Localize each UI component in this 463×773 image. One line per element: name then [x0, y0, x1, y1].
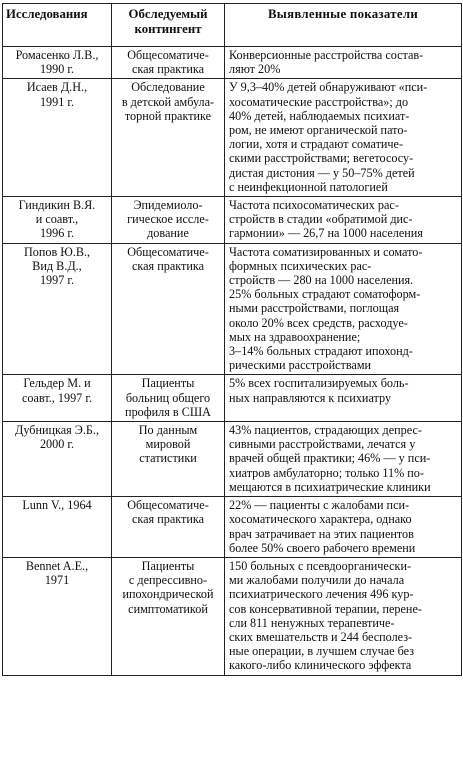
text-line: Гиндикин В.Я.: [18, 198, 96, 213]
text-line: хиатров амбулаторно; только 11% по-: [229, 465, 424, 480]
text-line: 25% больных страдают соматоформ-: [229, 287, 421, 302]
study-cell: [3, 375, 112, 422]
table-row: [3, 79, 462, 197]
text-line: 43% пациентов, страдающих депрес-: [229, 423, 422, 438]
table-row: [3, 375, 462, 422]
research-table: [2, 3, 462, 676]
text-line: Ромасенко Л.В.,: [15, 48, 99, 62]
text-line: более 50% своего рабочего времени: [229, 540, 416, 555]
text-line: стройств — 280 на 1000 населения.: [229, 273, 414, 288]
text-line: ные операции, в лучшем случае без: [229, 644, 415, 659]
header-studies: Исследования: [3, 4, 112, 47]
text-line: 3–14% больных страдают ипохонд-: [229, 344, 413, 359]
table-body: [3, 47, 462, 676]
text-line: 2000 г.: [39, 437, 75, 452]
text-line: с неинфекционной патологией: [229, 179, 388, 194]
text-line: Общесоматиче-: [127, 48, 209, 62]
text-line: профиля в США: [125, 404, 211, 419]
text-line: 1997 г.: [39, 273, 75, 288]
study-cell: [3, 557, 112, 675]
text-line: 40% детей, наблюдаемых психиат-: [229, 108, 410, 123]
findings-cell: [225, 497, 462, 558]
text-line: ских вмешательств и 244 бесполез-: [229, 629, 413, 644]
text-line: торной практике: [124, 108, 212, 123]
text-line: стройств в стадии «обратимой дис-: [229, 212, 413, 227]
text-line: психиатрического лечения 496 кур-: [229, 587, 414, 602]
text-line: 1996 г.: [39, 226, 75, 241]
text-line: Частота соматизированных и сомато-: [229, 244, 423, 259]
cohort-cell: [112, 497, 225, 558]
study-cell: [3, 197, 112, 244]
text-line: мещаются в психиатрические клиники: [229, 479, 431, 494]
text-line: Bennet A.E.,: [25, 558, 89, 573]
study-cell: [3, 243, 112, 375]
findings-cell: [225, 557, 462, 675]
findings-cell: [225, 422, 462, 497]
header-row: [3, 4, 462, 47]
text-line: мировой: [145, 437, 191, 452]
text-line: 1990 г.: [39, 62, 75, 77]
findings-cell: [225, 47, 462, 79]
cohort-cell: [112, 243, 225, 375]
text-line: соавт., 1997 г.: [21, 390, 92, 405]
text-line: гическое иссле-: [127, 212, 209, 227]
text-line: ляют 20%: [229, 62, 281, 77]
text-line: ными расстройствами, поглощая: [229, 301, 400, 316]
text-line: Lunn V., 1964: [22, 498, 92, 513]
text-line: симптоматикой: [128, 601, 208, 616]
study-cell: [3, 79, 112, 197]
study-cell: [3, 497, 112, 558]
text-line: логии, хотя и страдают соматиче-: [229, 137, 404, 152]
text-line: 5% всех госпитализируемых боль-: [229, 376, 409, 391]
findings-cell: [225, 243, 462, 375]
text-line: в детской амбула-: [121, 94, 215, 109]
text-line: около 20% всех средств, расходуе-: [229, 315, 408, 330]
text-line: формных психических рас-: [229, 258, 372, 273]
cohort-cell: [112, 557, 225, 675]
text-line: Попов Ю.В.,: [23, 244, 91, 259]
text-line: Общесоматиче-: [127, 498, 209, 513]
findings-cell: [225, 197, 462, 244]
text-line: У 9,3–40% детей обнаруживают «пси-: [229, 80, 428, 95]
text-line: ипохондрической: [122, 587, 214, 602]
table-row: [3, 422, 462, 497]
text-line: гармонии» — 26,7 на 1000 населения: [229, 226, 423, 241]
text-line: статистики: [139, 451, 197, 466]
header-findings: Выявленные показатели: [225, 4, 462, 47]
text-line: Дубницкая Э.Б.,: [15, 423, 99, 438]
cohort-cell: [112, 375, 225, 422]
cohort-cell: [112, 79, 225, 197]
text-line: 22% — пациенты с жалобами пси-: [229, 498, 410, 513]
text-line: ми жалобами получили до начала: [229, 573, 405, 588]
text-line: Исаев Д.Н.,: [26, 80, 88, 95]
cohort-cell: [112, 47, 225, 79]
text-line: Вид В.Д.,: [32, 258, 82, 273]
text-line: 150 больных с псевдоорганически-: [229, 558, 412, 573]
text-line: врач затрачивает на этих пациентов: [229, 526, 414, 541]
table-row: [3, 243, 462, 375]
text-line: скими расстройствами; вегетососу-: [229, 151, 414, 166]
table-row: [3, 497, 462, 558]
text-line: Конверсионные расстройства состав-: [229, 48, 424, 62]
header-cohort: Обследуемый контингент: [112, 4, 225, 47]
text-line: сивными расстройствами, лечатся у: [229, 437, 416, 452]
text-line: Обследование: [131, 80, 205, 95]
text-line: ская практика: [132, 62, 204, 77]
text-line: Частота психосоматических рас-: [229, 198, 399, 213]
text-line: 1991 г.: [39, 94, 75, 109]
text-line: дистая дистония — у 50–75% детей: [229, 165, 415, 180]
text-line: ская практика: [132, 512, 204, 527]
text-line: врачей общей практики; 46% — у пси-: [229, 451, 431, 466]
text-line: рическими расстройствами: [229, 358, 372, 373]
text-line: Общесоматиче-: [127, 244, 209, 259]
text-line: больниц общего: [125, 390, 211, 405]
text-line: Эпидемиоло-: [133, 198, 203, 213]
cohort-cell: [112, 197, 225, 244]
text-line: 1971: [44, 573, 70, 588]
text-line: какого-либо клинического эффекта: [229, 658, 412, 673]
table-row: [3, 557, 462, 675]
text-line: сли 811 ненужных терапевтиче-: [229, 615, 395, 630]
text-line: мых на здравоохранение;: [229, 329, 361, 344]
cohort-cell: [112, 422, 225, 497]
text-line: и соавт.,: [35, 212, 79, 227]
findings-cell: [225, 79, 462, 197]
text-line: Пациенты: [141, 376, 195, 391]
study-cell: [3, 422, 112, 497]
text-line: Пациенты: [141, 558, 195, 573]
text-line: хосоматического характера, однако: [229, 512, 412, 527]
text-line: Гельдер М. и: [23, 376, 91, 391]
study-cell: [3, 47, 112, 79]
text-line: ных направляются к психиатру: [229, 390, 392, 405]
text-line: с депрессивно-: [128, 573, 208, 588]
text-line: сов консервативной терапии, перене-: [229, 601, 422, 616]
table-row: [3, 47, 462, 79]
text-line: хосоматические расстройства»; до: [229, 94, 409, 109]
text-line: По данным: [138, 423, 198, 438]
text-line: дование: [147, 226, 189, 241]
text-line: ская практика: [132, 258, 204, 273]
text-line: ром, не имеют органической пато-: [229, 123, 408, 138]
findings-cell: [225, 375, 462, 422]
table-row: [3, 197, 462, 244]
